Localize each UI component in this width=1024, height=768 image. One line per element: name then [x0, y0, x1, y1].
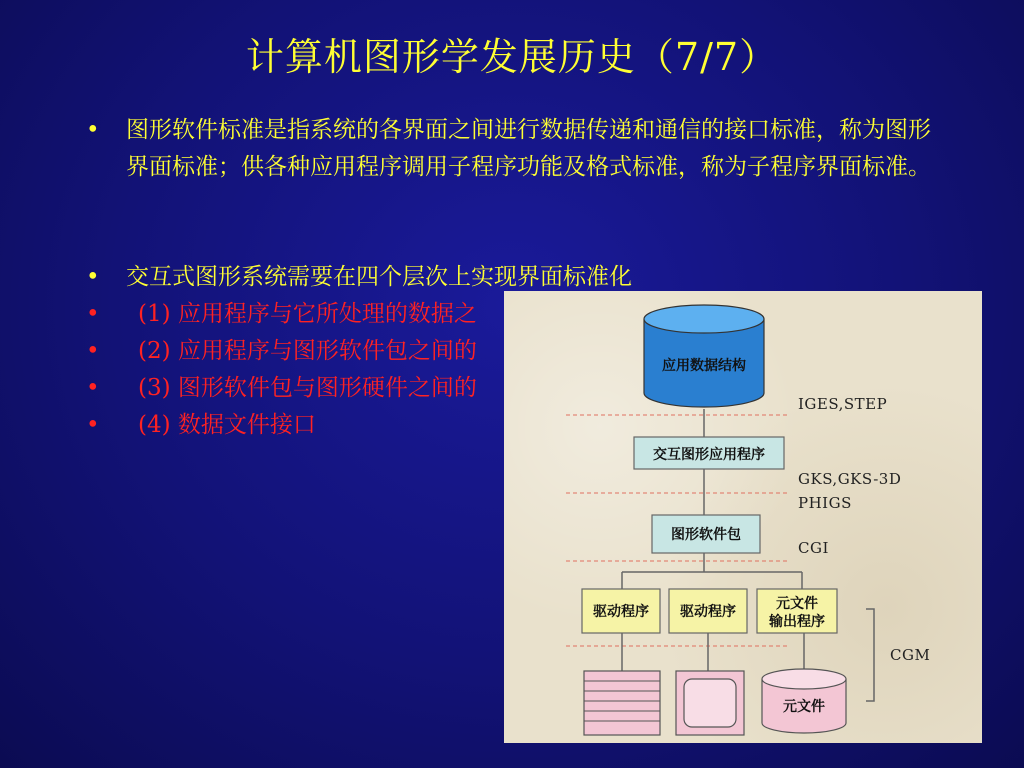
driver-label-2: 驱动程序: [680, 604, 736, 620]
database-label: 应用数据结构: [662, 358, 746, 374]
bullet-marker: •: [86, 264, 100, 290]
driver-box-2: [669, 589, 747, 633]
graphics-package-box: [652, 515, 760, 553]
app-program-box: [634, 437, 784, 469]
metafile-output-box: [757, 589, 837, 633]
bullet-marker: •: [86, 301, 100, 327]
label-cgi: CGI: [798, 539, 829, 557]
bullet-marker: •: [86, 338, 100, 364]
bullet-marker: •: [86, 375, 100, 401]
bullet-text: (2) 应用程序与图形软件包之间的: [138, 338, 477, 364]
label-gks: GKS,GKS-3D: [798, 470, 902, 488]
app-program-label: 交互图形应用程序: [653, 447, 765, 463]
metafile-output-line-2: 输出程序: [769, 614, 825, 630]
display-monitor-icon: [676, 671, 744, 735]
bullet-text: (4) 数据文件接口: [138, 412, 316, 438]
metafile-cylinder-label: 元文件: [783, 699, 825, 715]
bullet-marker: •: [86, 412, 100, 438]
bullet-marker: •: [86, 117, 100, 143]
database-cylinder: [644, 305, 764, 407]
graphics-package-label: 图形软件包: [671, 527, 741, 543]
metafile-output-line-1: 元文件: [776, 596, 818, 612]
interface-standards-diagram: [504, 291, 982, 743]
driver-box-1: [582, 589, 660, 633]
metafile-cylinder: [762, 669, 846, 733]
bullet-text: 交互式图形系统需要在四个层次上实现界面标准化: [126, 264, 632, 290]
printer-paper-icon: [584, 671, 660, 735]
bullet-text: (3) 图形软件包与图形硬件之间的: [138, 375, 477, 401]
driver-label-1: 驱动程序: [593, 604, 649, 620]
diagram-canvas: [504, 291, 982, 743]
bullet-text: (1) 应用程序与它所处理的数据之: [138, 301, 477, 327]
label-iges-step: IGES,STEP: [798, 395, 888, 413]
label-cgm: CGM: [890, 646, 931, 664]
label-phigs: PHIGS: [798, 494, 852, 512]
bullet-text: 图形软件标准是指系统的各界面之间进行数据传递和通信的接口标准，称为图形界面标准；供各种应用程序调用子程序功能及格式标准，称为子程序界面标准。: [126, 117, 931, 180]
cgm-bracket: [866, 609, 874, 701]
slide-title: 计算机图形学发展历史（7/7）: [245, 35, 779, 79]
